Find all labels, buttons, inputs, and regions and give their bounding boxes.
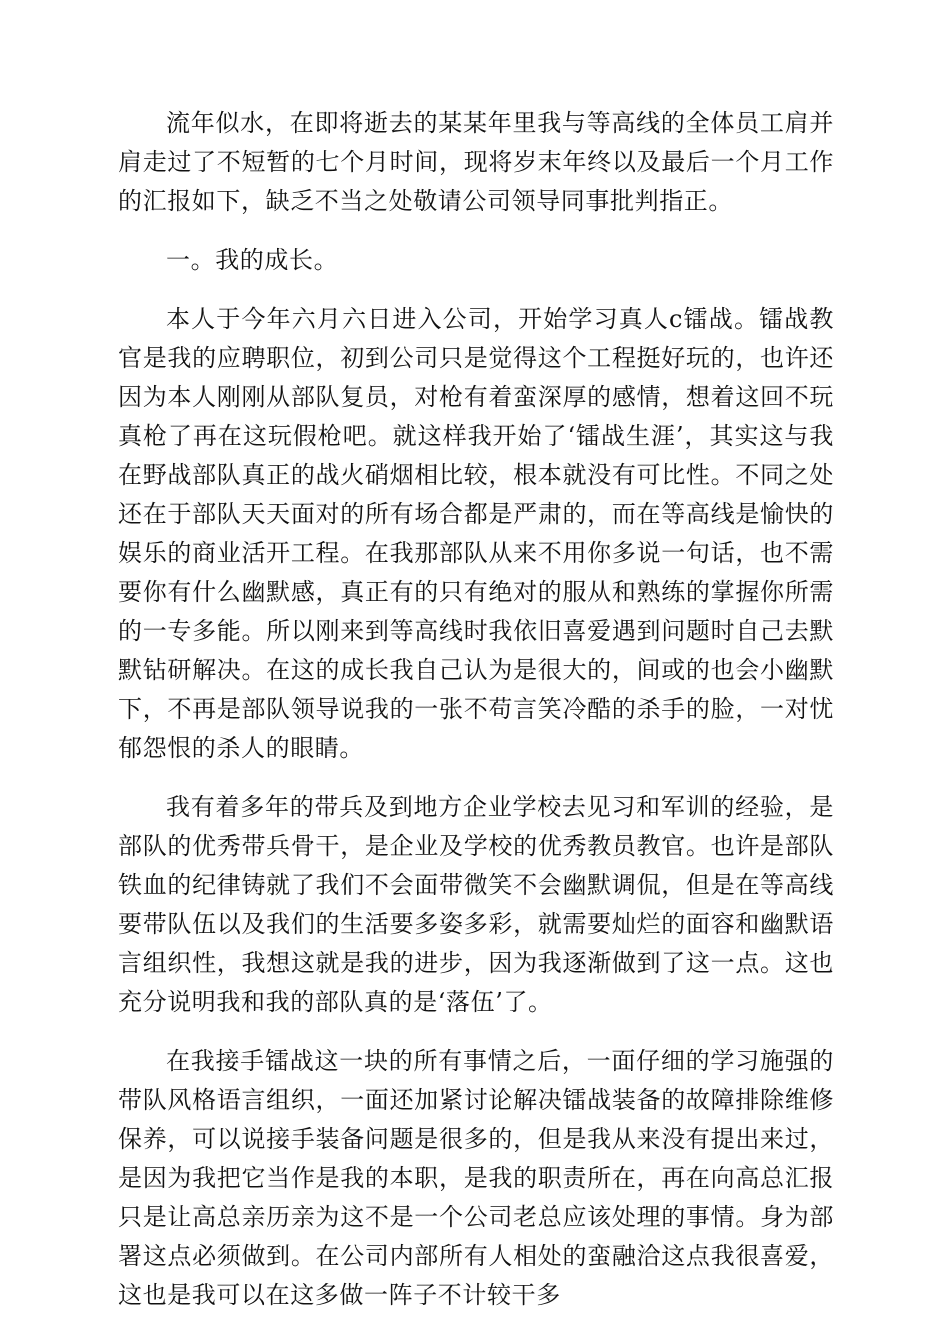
section-heading-growth: 一。我的成长。 bbox=[166, 246, 339, 274]
paragraph-military-experience: 我有着多年的带兵及到地方企业学校去见习和军训的经验，是部队的优秀带兵骨干，是企业及学校的优秀教员教官。也许是部队铁血的纪律铸就了我们不会面带微笑不会幽默调侃，但是在等高线要带队伍以及我们的生活要多姿多彩，就需要灿烂的面容和幽默语言组织性，我想这就是我的进步，因为我逐渐做到了这一点。这也充分说明我和我的部队真的是‘落伍’了。 bbox=[118, 793, 834, 1016]
paragraph-intro: 流年似水，在即将逝去的某某年里我与等高线的全体员工肩并肩走过了不短暂的七个月时间，现将岁末年终以及最后一个月工作的汇报如下，缺乏不当之处敬请公司领导同事批判指正。 bbox=[118, 109, 834, 215]
document-body bbox=[118, 104, 834, 1335]
paragraph-joining-company: 本人于今年六月六日进入公司，开始学习真人c镭战。镭战教官是我的应聘职位，初到公司只是觉得这个工程挺好玩的，也许还因为本人刚刚从部队复员，对枪有着蛮深厚的感情，想着这回不玩真枪了再在这玩假枪吧。就这样我开始了‘镭战生涯’，其实这与我在野战部队真正的战火硝烟相比较，根本就没有可比性。不同之处还在于部队天天面对的所有场合都是严肃的，而在等高线是愉快的娱乐的商业活开工程。在我那部队从来不用你多说一句话，也不需要你有什么幽默感，真正有的只有绝对的服从和熟练的掌握你所需的一专多能。所以刚来到等高线时我依旧喜爱遇到问题时自己去默默钻研解决。在这的成长我自己认为是很大的，间或的也会小幽默下，不再是部队领导说我的一张不苟言笑冷酷的杀手的脸，一对忧郁怨恨的杀人的眼睛。 bbox=[118, 305, 834, 762]
paragraph-taking-over: 在我接手镭战这一块的所有事情之后，一面仔细的学习施强的带队风格语言组织，一面还加紧讨论解决镭战装备的故障排除维修保养，可以说接手装备问题是很多的，但是我从来没有提出来过，是因为我把它当作是我的本职，是我的职责所在，再在向高总汇报只是让高总亲历亲为这不是一个公司老总应该处理的事情。身为部署这点必须做到。在公司内部所有人相处的蛮融洽这点我很喜爱，这也是我可以在这多做一阵子不计较干多 bbox=[118, 1047, 834, 1309]
